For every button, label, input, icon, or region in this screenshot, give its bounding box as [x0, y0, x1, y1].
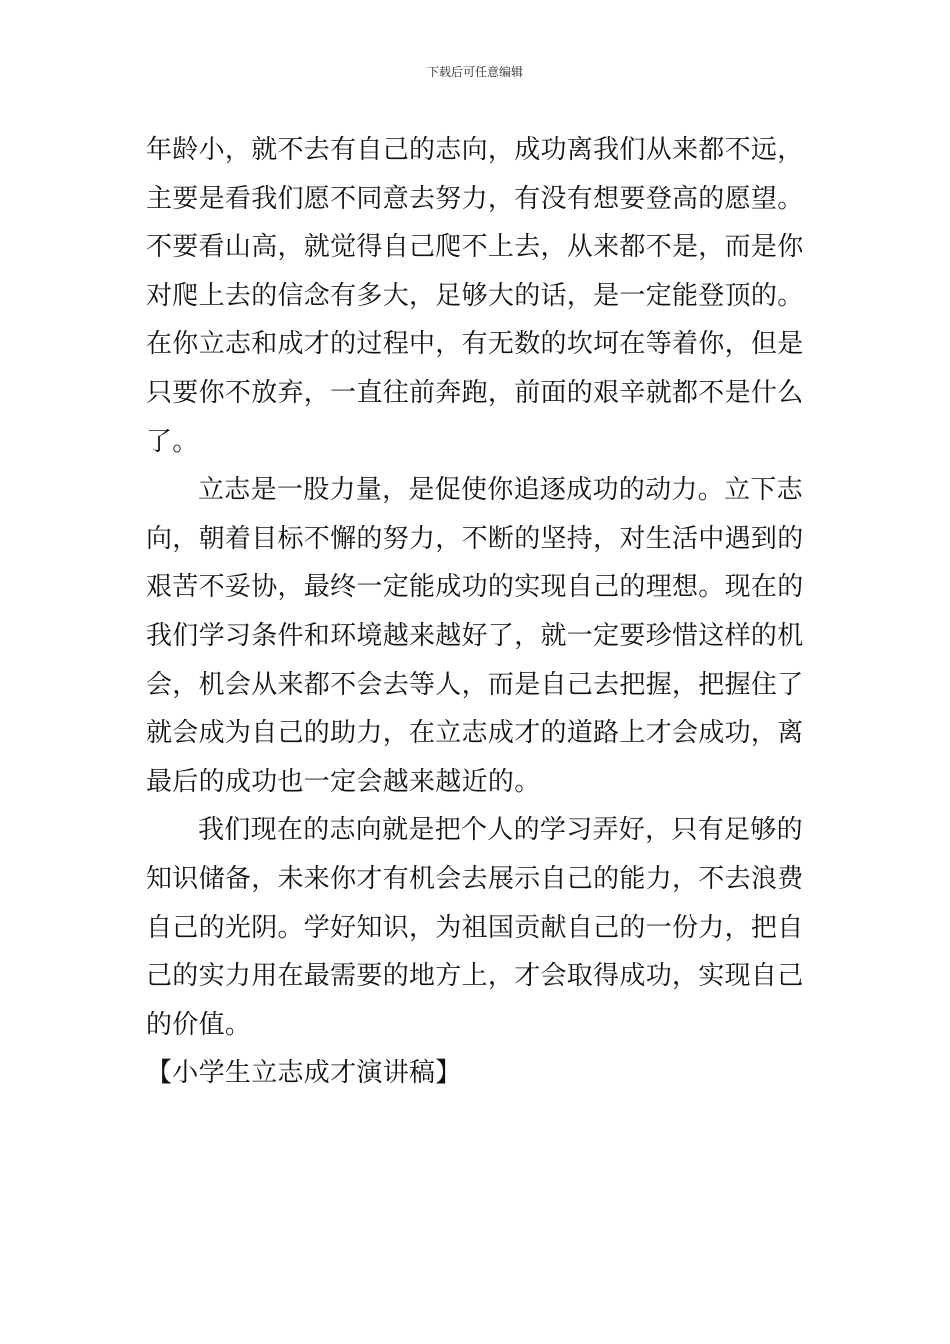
text-line: 知识储备，未来你才有机会去展示自己的能力，不去浪费: [146, 863, 804, 894]
text-line: 立志是一股力量，是促使你追逐成功的动力。立下志: [198, 475, 803, 506]
text-line: 向，朝着目标不懈的努力，不断的坚持，对生活中遇到的: [146, 523, 804, 554]
page-header-note: 下载后可任意编辑: [426, 65, 523, 79]
text-line: 对爬上去的信念有多大，足够大的话，是一定能登顶的。: [146, 280, 804, 311]
text-line: 年龄小，就不去有自己的志向，成功离我们从来都不远，: [146, 135, 804, 165]
text-line: 在你立志和成才的过程中，有无数的坎坷在等着你，但是: [146, 329, 804, 360]
text-line: 主要是看我们愿不同意去努力，有没有想要登高的愿望。: [146, 183, 804, 214]
text-line: 只要你不放弃，一直往前奔跑，前面的艰辛就都不是什么: [146, 377, 804, 408]
text-line: 己的实力用在最需要的地方上，才会取得成功，实现自己: [146, 961, 804, 992]
text-line: 艰苦不妥协，最终一定能成功的实现自己的理想。现在的: [146, 572, 804, 603]
text-line: 自己的光阴。学好知识，为祖国贡献自己的一份力，把自: [146, 912, 804, 943]
document-body: [146, 126, 810, 1098]
text-line: 就会成为自己的助力，在立志成才的道路上才会成功，离: [146, 718, 804, 749]
section-title-line: 【小学生立志成才演讲稿】: [146, 1058, 462, 1089]
text-line: 会，机会从来都不会去等人，而是自己去把握，把握住了: [146, 669, 804, 700]
text-line: 我们学习条件和环境越来越好了，就一定要珍惜这样的机: [146, 620, 804, 651]
text-line: 了。: [146, 426, 199, 457]
text-line: 的价值。: [146, 1009, 252, 1040]
text-line: 不要看山高，就觉得自己爬不上去，从来都不是，而是你: [146, 232, 804, 263]
text-line: 最后的成功也一定会越来越近的。: [146, 766, 541, 797]
text-line: 我们现在的志向就是把个人的学习弄好，只有足够的: [198, 815, 803, 846]
